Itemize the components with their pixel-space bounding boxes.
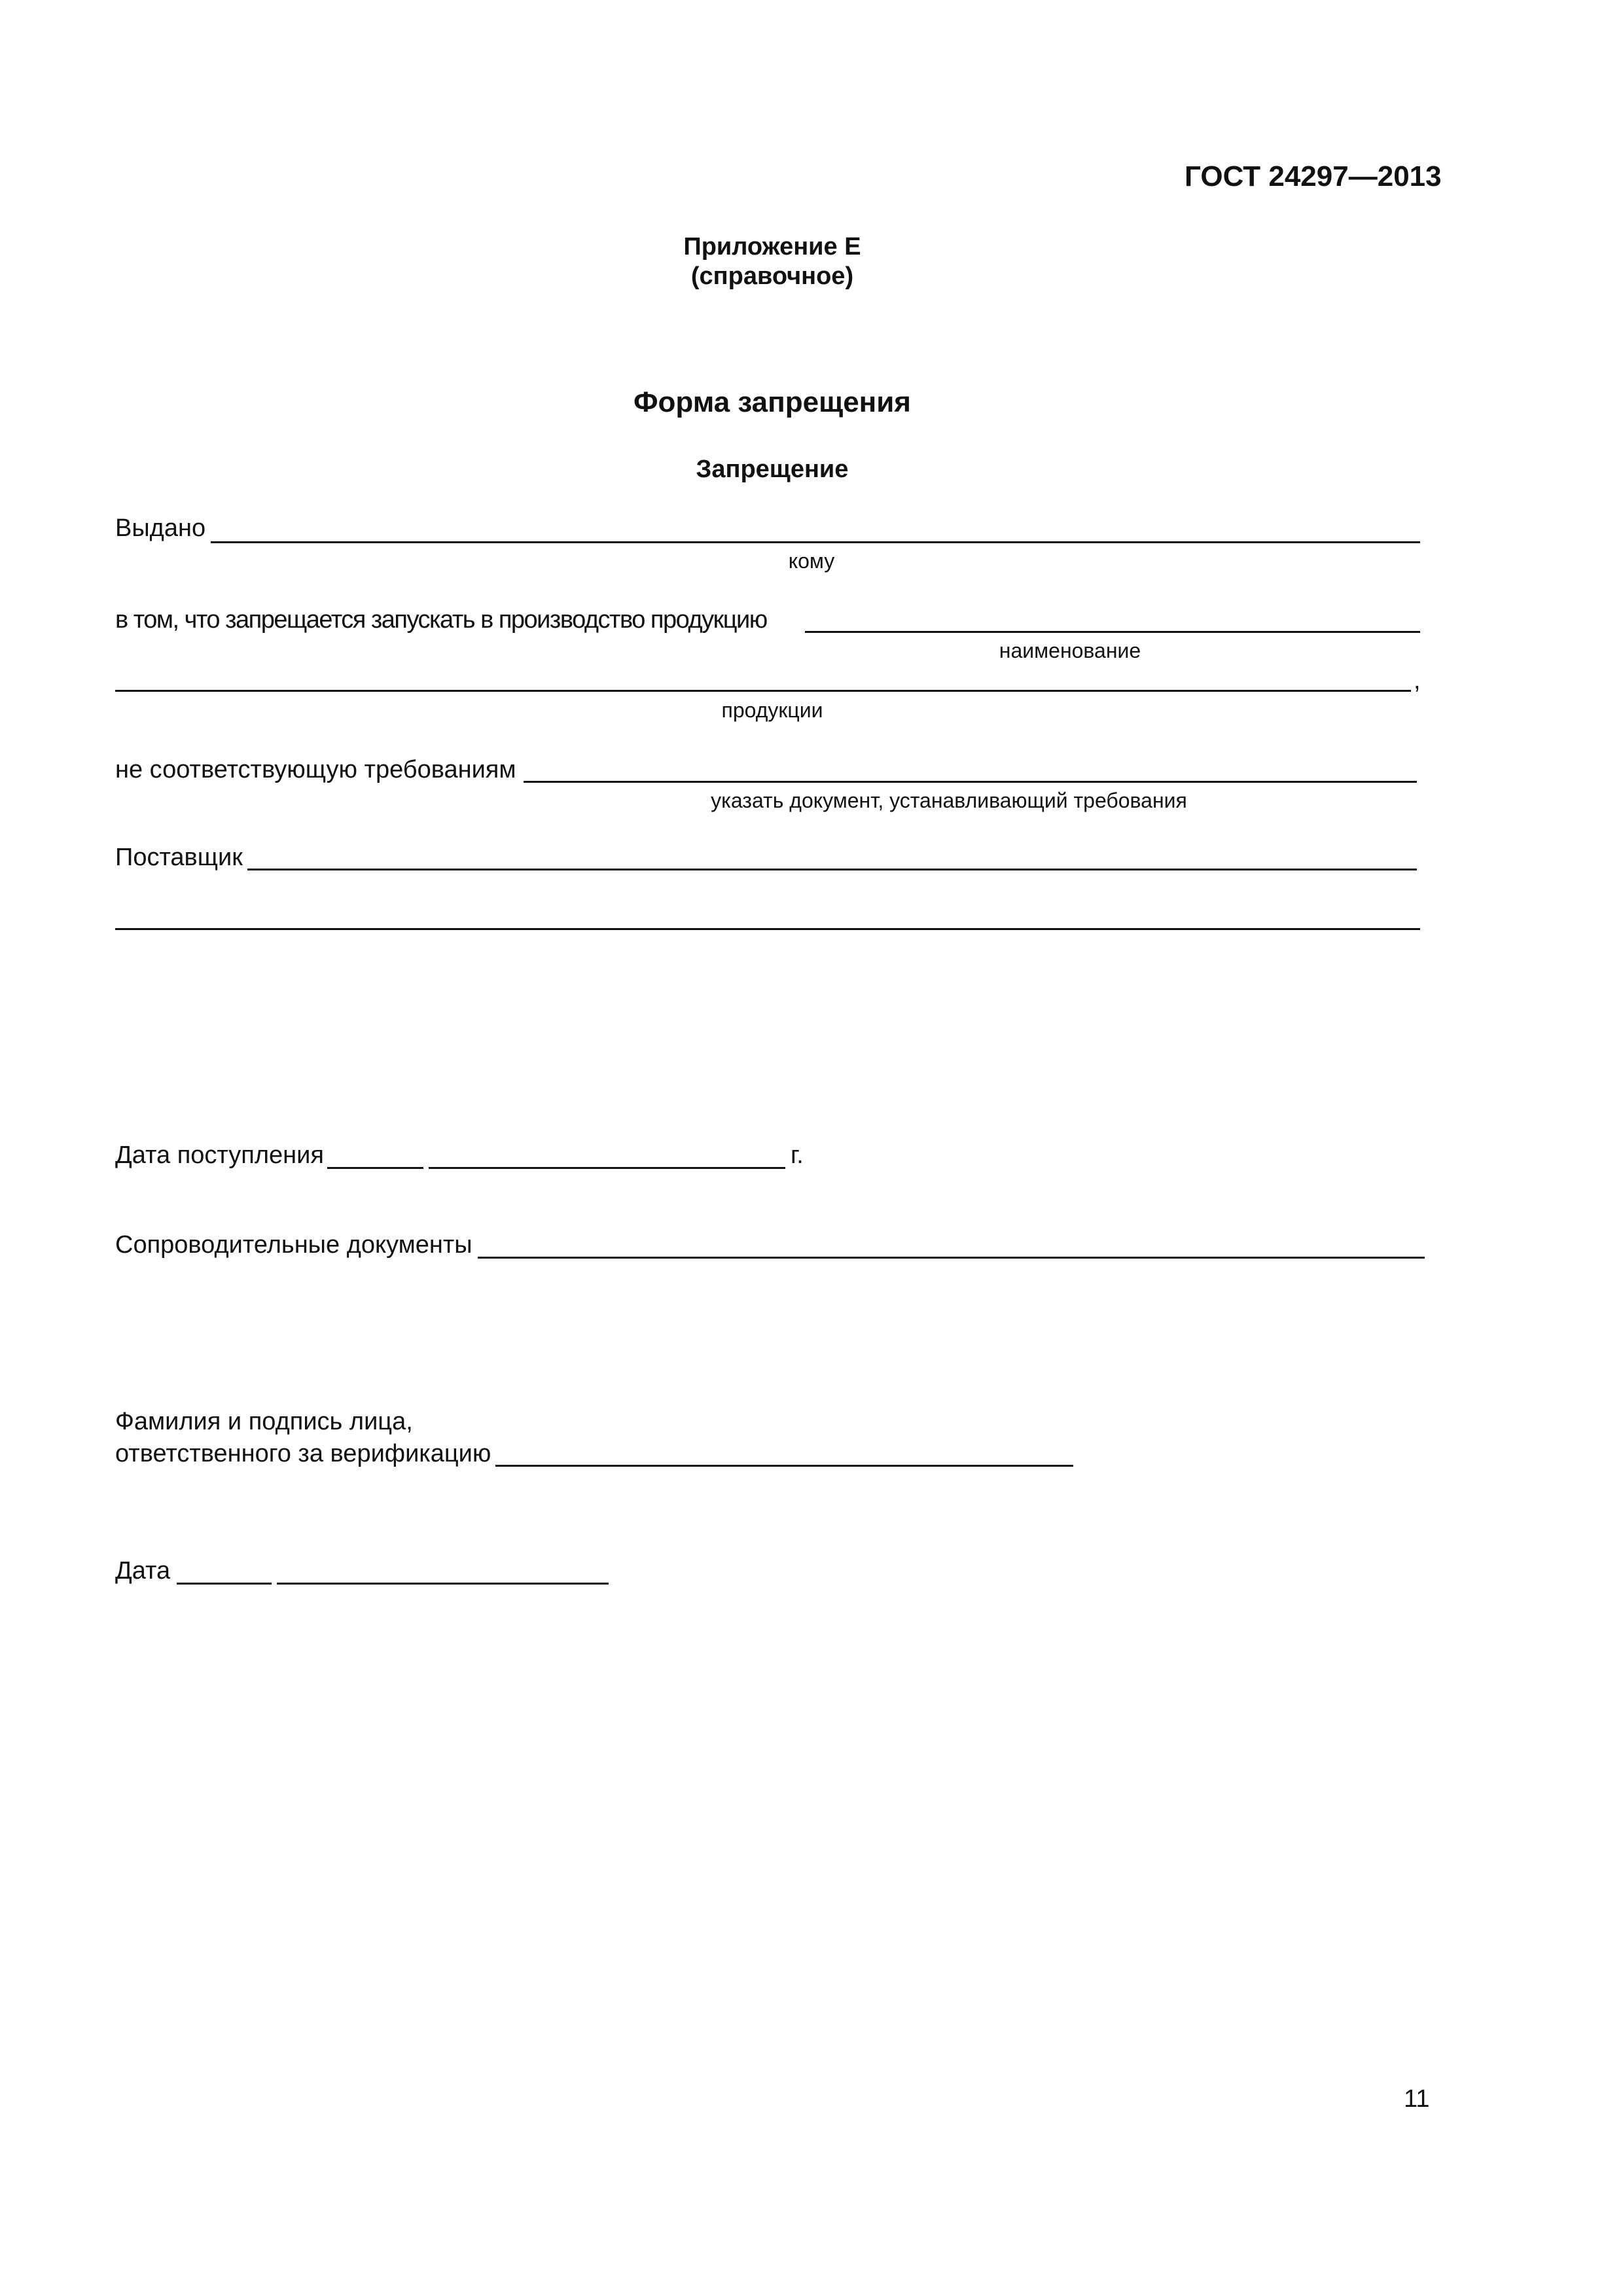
product-hint: продукции — [721, 698, 823, 722]
supplier-field[interactable] — [247, 869, 1417, 870]
date-month-year-field[interactable] — [277, 1583, 609, 1585]
nonconform-label: не соответствующую требованиям — [115, 756, 516, 783]
form-heading: Форма запрещения — [633, 386, 911, 418]
product-name-field-2[interactable] — [115, 690, 1411, 692]
responsible-label-line1: Фамилия и подпись лица, — [115, 1408, 413, 1435]
issued-field[interactable] — [211, 541, 1420, 543]
appendix-title: Приложение Е — [683, 233, 861, 260]
accompanying-docs-field[interactable] — [478, 1257, 1425, 1259]
appendix-type: (справочное) — [690, 262, 854, 290]
comma: , — [1414, 667, 1421, 694]
document-field[interactable] — [524, 781, 1417, 783]
responsible-label-line2: ответственного за верификацию — [115, 1440, 491, 1467]
accompanying-docs-label: Сопроводительные документы — [115, 1231, 473, 1259]
date-label: Дата — [115, 1557, 171, 1585]
receipt-date-label: Дата поступления — [115, 1141, 324, 1169]
supplier-field-2[interactable] — [115, 928, 1420, 930]
receipt-month-field[interactable] — [429, 1167, 785, 1169]
responsible-signature-field[interactable] — [495, 1465, 1073, 1467]
standard-number: ГОСТ 24297—2013 — [1185, 160, 1442, 192]
year-suffix: г. — [791, 1141, 804, 1169]
page-number: 11 — [1404, 2085, 1430, 2113]
date-day-field[interactable] — [177, 1583, 272, 1585]
product-name-field[interactable] — [805, 631, 1420, 633]
product-name-hint: наименование — [999, 639, 1141, 662]
issued-hint: кому — [788, 549, 835, 573]
supplier-label: Поставщик — [115, 844, 243, 871]
form-subheading: Запрещение — [696, 456, 849, 483]
prohibit-label: в том, что запрещается запускать в производство продукцию — [115, 606, 767, 634]
issued-label: Выдано — [115, 514, 206, 542]
document-hint: указать документ, устанавливающий требования — [711, 789, 1187, 812]
receipt-day-field[interactable] — [327, 1167, 423, 1169]
